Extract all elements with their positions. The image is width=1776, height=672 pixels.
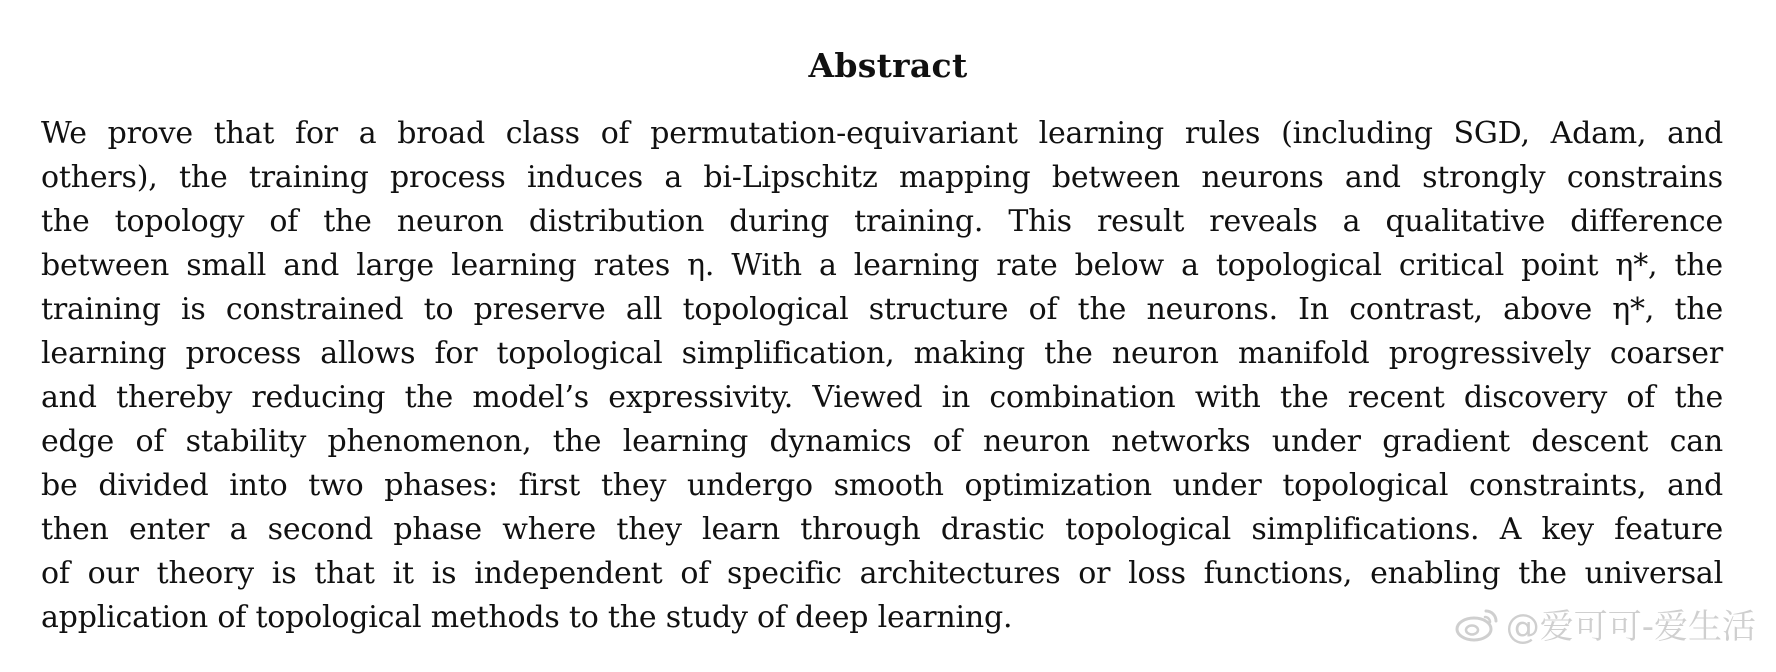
watermark [1454,599,1756,648]
weibo-icon [1454,605,1500,643]
abstract-heading: Abstract [808,46,968,85]
abstract-line: others), the training process induces a bi-Lipschitz mapping between neurons and strongly constrains [41,160,1723,195]
abstract-line: then enter a second phase where they learn through drastic topological simplifications. A key feature [41,512,1723,547]
abstract-line: the topology of the neuron distribution during training. This result reveals a qualitative difference [41,204,1723,239]
abstract-line: edge of stability phenomenon, the learning dynamics of neuron networks under gradient descent can [41,424,1723,459]
abstract-line: training is constrained to preserve all topological structure of the neurons. In contrast, above η*, the [41,292,1723,327]
abstract-body [41,112,1723,640]
abstract-line: of our theory is that it is independent of specific architectures or loss functions, enabling the universal [41,556,1723,591]
abstract-line: learning process allows for topological simplification, making the neuron manifold progressively coarser [41,336,1723,371]
abstract-line: and thereby reducing the model’s expressivity. Viewed in combination with the recent discovery of the [41,380,1723,415]
abstract-line: between small and large learning rates η. With a learning rate below a topological critical point η*, the [41,248,1723,283]
abstract-line: application of topological methods to the study of deep learning. [41,600,1013,635]
watermark-text: @爱可可-爱生活 [1505,607,1756,647]
abstract-line: be divided into two phases: first they undergo smooth optimization under topological constraints, and [41,468,1723,503]
abstract-line: We prove that for a broad class of permutation-equivariant learning rules (including SGD, Adam, and [41,116,1723,151]
